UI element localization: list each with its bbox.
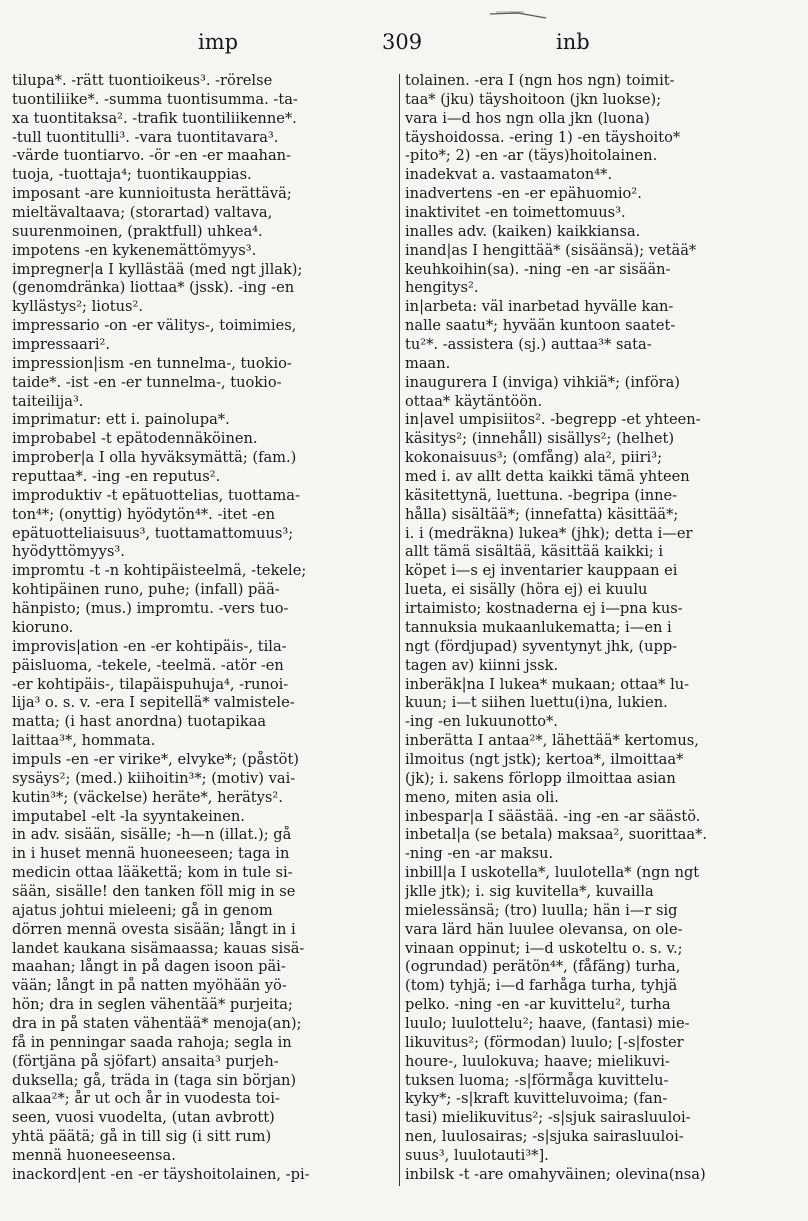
text-line: xa tuontitaksa². -trafik tuontiliikenne*. [12, 109, 297, 127]
page-number: 309 [382, 30, 423, 54]
text-line: lueta, ei sisälly (höra ej) ei kuulu [405, 581, 648, 599]
text-line: -tull tuontitulli³. -vara tuontitavara³. [12, 128, 279, 146]
text-line: kutin³*; (väckelse) heräte*, herätys². [12, 788, 283, 806]
text-line: ngt (fördjupad) syventynyt jhk, (upp- [405, 637, 678, 655]
text-line: in|arbeta: väl inarbetad hyvälle kan- [405, 298, 674, 316]
text-line: impuls -en -er virike*, elvyke*; (påstöt) [12, 750, 300, 768]
text-line: keuhkoihin(sa). -ning -en -ar sisään- [405, 260, 671, 278]
text-line: suus³, luulotauti³*]. [405, 1146, 549, 1164]
text-line: yhtä päätä; gå in till sig (i sitt rum) [12, 1128, 272, 1146]
text-line: kuun; i—t siihen luettu(i)na, lukien. [405, 694, 668, 712]
text-line: mieltävaltaava; (storartad) valtava, [12, 204, 273, 222]
text-line: käsitettynä, luettuna. -begripa (inne- [405, 486, 678, 504]
text-line: inberätta I antaa²*, lähettää* kertomus, [405, 732, 699, 750]
text-line: nalle saatu*; hyvään kuntoon saatet- [405, 317, 676, 335]
text-line: -värde tuontiarvo. -ör -en -er maahan- [12, 147, 291, 165]
text-line: inberäk|na I lukea* mukaan; ottaa* lu- [405, 675, 690, 693]
column-divider [399, 74, 400, 1186]
text-line: landet kaukana sisämaassa; kauas sisä- [12, 939, 305, 957]
text-line: käsitys²; (innehåll) sisällys²; (helhet) [405, 430, 675, 448]
text-line: tagen av) kiinni jssk. [405, 656, 559, 674]
text-line: impromtu -t -n kohtipäisteelmä, -tekele; [12, 562, 307, 580]
text-line: tu²*. -assistera (sj.) auttaa³* sata- [405, 336, 652, 354]
text-line: -ing -en lukuunotto*. [405, 713, 558, 731]
text-line: maahan; långt in på dagen isoon päi- [12, 958, 286, 976]
text-line: in|avel umpisiitos². -begrepp -et yhteen- [405, 411, 701, 429]
text-line: inand|as I hengittää* (sisäänsä); vetää* [405, 241, 697, 259]
text-line: imputabel -elt -la syyntakeinen. [12, 807, 245, 825]
text-line: improber|a I olla hyväksymättä; (fam.) [12, 449, 297, 467]
text-line: kyky*; -s|kraft kuvitteluvoima; (fan- [405, 1090, 668, 1108]
text-line: (förtjäna på sjöfart) ansaita³ purjeh- [12, 1052, 279, 1070]
text-line: lija³ o. s. v. -era I sepitellä* valmistele- [12, 694, 295, 712]
text-line: tuontiliike*. -summa tuontisumma. -ta- [12, 90, 298, 108]
text-line: impressaari². [12, 336, 110, 354]
text-line: (genomdränka) liottaa* (jssk). -ing -en [12, 279, 295, 297]
text-line: tasi) mielikuvitus²; -s|sjuk sairasluuloi- [405, 1109, 691, 1127]
text-line: kohtipäinen runo, puhe; (infall) pää- [12, 581, 280, 599]
text-line: ajatus johtui mieleeni; gå in genom [12, 901, 273, 919]
text-line: imprimatur: ett i. painolupa*. [12, 411, 230, 429]
text-line: inaktivitet -en toimettomuus³. [405, 204, 626, 222]
text-line: vara lärd hän luulee olevansa, on ole- [405, 920, 683, 938]
text-line: sysäys²; (med.) kiihoitin³*; (motiv) vai- [12, 769, 296, 787]
text-line: jklle jtk); i. sig kuvitella*, kuvailla [405, 882, 654, 900]
text-line: improbabel -t epätodennäköinen. [12, 430, 258, 448]
text-line: laittaa³*, hommata. [12, 732, 156, 750]
text-line: improvis|ation -en -er kohtipäis-, tila- [12, 637, 287, 655]
text-line: -er kohtipäis-, tilapäispuhuja⁴, -runoi- [12, 675, 289, 693]
text-line: allt tämä sisältää, käsittää kaikki; i [405, 543, 664, 561]
text-line: taa* (jku) täyshoitoon (jkn luokse); [405, 90, 662, 108]
text-line: (ogrundad) perätön⁴*, (fåfäng) turha, [405, 958, 681, 976]
text-line: imposant -are kunnioitusta herättävä; [12, 185, 292, 203]
right-column [405, 72, 797, 1185]
text-line: epätuotteliaisuus³, tuottamattomuus³; [12, 524, 294, 542]
text-line: taiteilija³. [12, 392, 84, 410]
text-line: (tom) tyhjä; i—d farhåga turha, tyhjä [405, 977, 678, 995]
text-line: (jk); i. sakens förlopp ilmoittaa asian [405, 769, 676, 787]
left-guide-word: imp [198, 30, 239, 54]
text-line: päisluoma, -tekele, -teelmä. -atör -en [12, 656, 284, 674]
text-line: -ning -en -ar maksu. [405, 845, 554, 863]
text-line: maan. [405, 354, 451, 372]
text-line: tuksen luoma; -s|förmåga kuvittelu- [405, 1071, 669, 1089]
left-column [12, 72, 399, 1185]
text-line: med i. av allt detta kaikki tämä yhteen [405, 468, 690, 486]
text-line: sään, sisälle! den tanken föll mig in se [12, 882, 296, 900]
text-line: hyödyttömyys³. [12, 543, 125, 561]
text-line: impregner|a I kyllästää (med ngt jllak); [12, 260, 303, 278]
text-line: inackord|ent -en -er täyshoitolainen, -pi- [12, 1165, 310, 1183]
text-line: tolainen. -era I (ngn hos ngn) toimit- [405, 72, 675, 89]
text-line: inbilsk -t -are omahyväinen; olevina(nsa) [405, 1165, 706, 1183]
text-line: hengitys². [405, 279, 479, 297]
text-line: köpet i—s ej inventarier kauppaan ei [405, 562, 678, 580]
text-line: irtaimisto; kostnaderna ej i—pna kus- [405, 600, 683, 618]
text-line: dra in på staten vähentää* menoja(an); [12, 1014, 302, 1032]
text-line: in adv. sisään, sisälle; -h—n (illat.); gå [12, 826, 292, 844]
text-line: inadvertens -en -er epähuomio². [405, 185, 642, 203]
text-line: vinaan oppinut; i—d uskoteltu o. s. v.; [405, 939, 683, 957]
text-line: improduktiv -t epätuottelias, tuottama- [12, 486, 300, 504]
text-line: tannuksia mukaanlukematta; i—en i [405, 618, 672, 636]
text-line: inbetal|a (se betala) maksaa², suorittaa*. [405, 826, 708, 844]
text-line: suurenmoinen, (praktfull) uhkea⁴. [12, 222, 263, 240]
text-line: impotens -en kykenemättömyys³. [12, 241, 257, 259]
text-line: -pito*; 2) -en -ar (täys)hoitolainen. [405, 147, 658, 165]
text-line: reputtaa*. -ing -en reputus². [12, 468, 221, 486]
text-line: medicin ottaa lääkettä; kom in tule si- [12, 864, 293, 882]
text-line: inbespar|a I säästää. -ing -en -ar säästö. [405, 807, 701, 825]
text-line: inalles adv. (kaiken) kaikkiansa. [405, 222, 641, 240]
text-line: taide*. -ist -en -er tunnelma-, tuokio- [12, 373, 282, 391]
text-line: meno, miten asia oli. [405, 788, 559, 806]
text-line: täyshoidossa. -ering 1) -en täyshoito* [405, 128, 681, 146]
text-line: ottaa* käytäntöön. [405, 392, 543, 410]
text-line: impressario -on -er välitys-, toimimies, [12, 317, 297, 335]
text-line: inaugurera I (inviga) vihkiä*; (införa) [405, 373, 680, 391]
text-line: kyllästys²; liotus². [12, 298, 143, 316]
right-guide-word: inb [556, 30, 590, 54]
text-line: seen, vuosi vuodelta, (utan avbrott) [12, 1109, 275, 1127]
text-line: matta; (i hast anordna) tuotapikaa [12, 713, 267, 731]
text-line: houre-, luulokuva; haave; mielikuvi- [405, 1052, 670, 1070]
text-line: in i huset mennä huoneeseen; taga in [12, 845, 290, 863]
text-line: impression|ism -en tunnelma-, tuokio- [12, 354, 292, 372]
text-line: hänpisto; (mus.) impromtu. -vers tuo- [12, 600, 289, 618]
text-line: hön; dra in seglen vähentää* purjeita; [12, 996, 293, 1014]
text-line: luulo; luulottelu²; haave, (fantasi) mie- [405, 1014, 690, 1032]
text-line: alkaa²*; år ut och år in vuodesta toi- [12, 1090, 280, 1108]
text-line: inadekvat a. vastaamaton⁴*. [405, 166, 613, 184]
text-line: vään; långt in på natten myöhään yö- [12, 977, 287, 995]
text-line: kokonaisuus³; (omfång) ala², piiri³; [405, 449, 662, 467]
text-line: ilmoitus (ngt jstk); kertoa*, ilmoittaa* [405, 750, 684, 768]
text-line: vara i—d hos ngn olla jkn (luona) [405, 109, 650, 127]
text-line: nen, luulosairas; -s|sjuka sairasluuloi- [405, 1128, 684, 1146]
text-line: dörren mennä ovesta sisään; långt in i [12, 920, 296, 938]
text-line: inbill|a I uskotella*, luulotella* (ngn ngt [405, 864, 700, 882]
text-line: hålla) sisältää*; (innefatta) käsittää*; [405, 505, 679, 523]
text-line: mielessänsä; (tro) luulla; hän i—r sig [405, 901, 678, 919]
text-line: likuvitus²; (förmodan) luulo; [-s|foster [405, 1033, 684, 1051]
text-line: mennä huoneeseensa. [12, 1146, 176, 1164]
text-line: kioruno. [12, 618, 74, 636]
page-header [0, 30, 808, 64]
text-line: tuoja, -tuottaja⁴; tuontikauppias. [12, 166, 252, 184]
scratch-mark-decoration [488, 10, 548, 20]
text-line: tilupa*. -rätt tuontioikeus³. -rörelse [12, 72, 273, 89]
text-line: ton⁴*; (onyttig) hyödytön⁴*. -itet -en [12, 505, 276, 523]
text-line: få in penningar saada rahoja; segla in [12, 1033, 292, 1051]
text-line: pelko. -ning -en -ar kuvittelu², turha [405, 996, 671, 1014]
text-line: duksella; gå, träda in (taga sin början) [12, 1071, 297, 1089]
text-line: i. i (medräkna) lukea* (jhk); detta i—er [405, 524, 693, 542]
